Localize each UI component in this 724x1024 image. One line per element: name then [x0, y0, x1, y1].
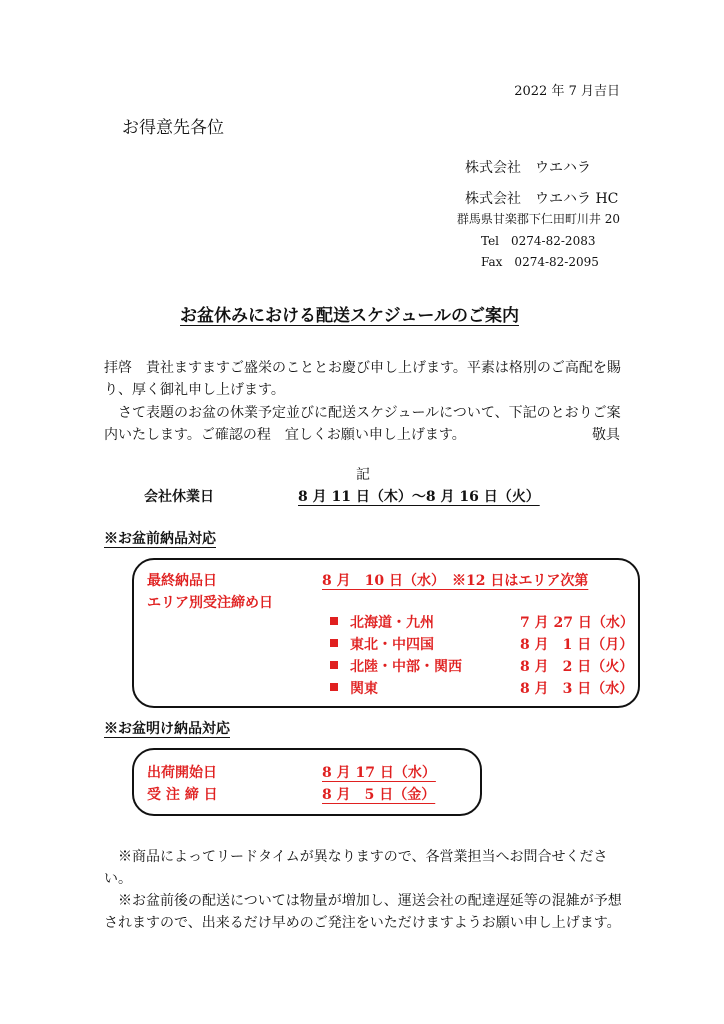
square-bullet-icon: [330, 639, 338, 647]
holiday-value: 8 月 11 日（木）～8 月 16 日（火）: [298, 489, 540, 505]
area-name: 東北・中四国: [350, 637, 434, 653]
company-name-1: 株式会社 ウエハラ: [465, 160, 591, 176]
area-date: 8 月 3 日（水）: [520, 681, 634, 697]
after-obon-box: [132, 748, 482, 816]
area-date: 8 月 1 日（月）: [520, 637, 634, 653]
order-cutoff-label: 受 注 締 日: [147, 787, 218, 803]
area-name: 北陸・中部・関西: [350, 659, 462, 675]
area-date: 7 月 27 日（水）: [520, 615, 634, 631]
area-row: [330, 678, 634, 698]
document-title: お盆休みにおける配送スケジュールのご案内: [180, 306, 519, 326]
after-obon-heading: ※お盆明け納品対応: [104, 721, 230, 737]
greeting-paragraph: 拝啓 貴社ますますご盛栄のこととお慶び申し上げます。平素は格別のご高配を賜り、厚く御礼申し上げます。: [104, 360, 621, 398]
before-obon-heading: ※お盆前納品対応: [104, 531, 216, 547]
shipping-start-value: 8 月 17 日（水）: [322, 765, 436, 781]
note-early-order: ※お盆前後の配送については物量が増加し、運送会社の配達遅延等の混雑が予想されますので、出来るだけ早めのご発注をいただけますようお願い申し上げます。: [104, 893, 622, 931]
area-name: 関東: [350, 681, 378, 697]
square-bullet-icon: [330, 683, 338, 691]
last-delivery-value: 8 月 10 日（水） ※12 日はエリア次第: [322, 573, 589, 589]
intro-paragraph: さて表題のお盆の休業予定並びに配送スケジュールについて、下記のとおりご案内いたします。ご確認の程 宜しくお願い申し上げます。: [104, 405, 621, 443]
shipping-start-label: 出荷開始日: [147, 765, 217, 781]
order-cutoff-value: 8 月 5 日（金）: [322, 787, 436, 803]
closing-word: 敬具: [592, 427, 620, 443]
company-tel: Tel 0274-82-2083: [481, 234, 596, 248]
area-row: [330, 612, 634, 632]
square-bullet-icon: [330, 617, 338, 625]
area-name: 北海道・九州: [350, 615, 434, 631]
holiday-label: 会社休業日: [144, 489, 214, 505]
company-name-2: 株式会社 ウエハラ HC: [465, 191, 619, 207]
area-row: [330, 634, 634, 654]
area-row: [330, 656, 634, 676]
note-lead-time: ※商品によってリードタイムが異なりますので、各営業担当へお問合せください。: [104, 849, 608, 887]
cutoff-label: エリア別受注締め日: [147, 595, 273, 611]
square-bullet-icon: [330, 661, 338, 669]
ki-marker: 記: [356, 467, 370, 483]
last-delivery-label: 最終納品日: [147, 573, 217, 589]
company-fax: Fax 0274-82-2095: [481, 255, 599, 269]
area-date: 8 月 2 日（火）: [520, 659, 634, 675]
document-date: 2022 年 7 月吉日: [514, 84, 620, 99]
company-address: 群馬県甘楽郡下仁田町川井 20: [456, 212, 620, 226]
addressee: お得意先各位: [122, 118, 224, 138]
